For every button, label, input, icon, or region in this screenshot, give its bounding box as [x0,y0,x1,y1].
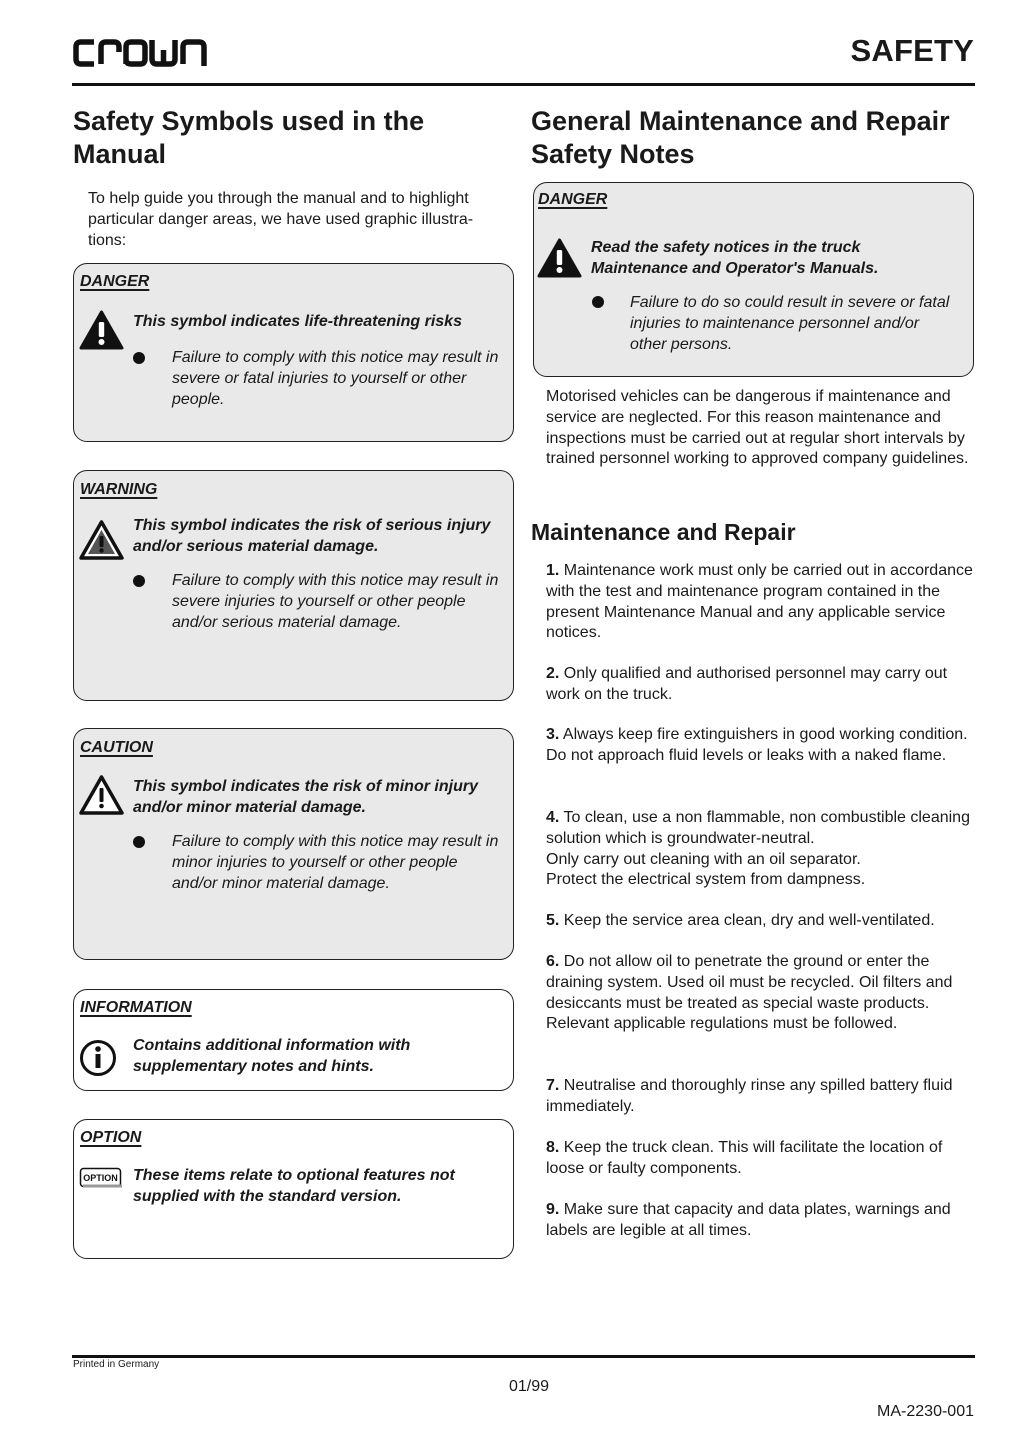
bullet-dot [133,352,145,364]
intro-paragraph: Motorised vehicles can be dangerous if maintenance and service are neglected. For this reason maintenance and inspections must be carried out at regular short intervals by trained personnel working to approved company guidelines. [546,388,969,468]
bullet-dot [133,575,145,587]
bullet-dot [592,296,604,308]
item-number: 7. [546,1077,560,1094]
box-label: INFORMATION [80,999,192,1016]
bullet-text: Failure to comply with this notice may result in minor injuries to yourself or other people and/or minor material damage. [172,833,499,892]
list-item [546,664,976,706]
option-badge-icon [79,1167,123,1189]
item-text: Only qualified and authorised personnel may carry out work on the truck. [546,665,948,703]
box-heading: Contains additional information with supplementary notes and hints. [133,1037,411,1075]
section-title: SAFETY [850,33,974,68]
box-label: DANGER [538,191,608,208]
item-text-line2: Only carry out cleaning with an oil separator. [546,850,861,868]
danger-warning-triangle-icon [537,237,582,279]
item-text: To clean, use a non flammable, non combustible cleaning solution which is groundwater-neutral. [546,809,970,847]
list-item [546,808,976,891]
subheading: Maintenance and Repair [531,519,796,545]
caution-triangle-icon [79,774,124,816]
item-number: 6. [546,953,560,970]
item-text: Neutralise and thoroughly rinse any spilled battery fluid immediately. [546,1077,953,1115]
maintenance-danger-box [533,182,974,377]
box-label: OPTION [80,1129,142,1146]
bullet-text: Failure to comply with this notice may result in severe or fatal injuries to yourself or other people. [172,349,499,408]
box-heading: This symbol indicates life-threatening risks [133,313,462,330]
box-heading: These items relate to optional features not supplied with the standard version. [133,1167,455,1205]
header-rule [72,83,975,86]
bullet-dot [133,836,145,848]
document-number: MA-2230-001 [877,1403,974,1420]
printed-note: Printed in Germany [73,1359,160,1370]
list-item [546,725,976,767]
box-heading: This symbol indicates the risk of serious injury and/or serious material damage. [133,517,491,555]
warning-box [73,470,514,701]
option-badge-text: OPTION [83,1173,118,1183]
item-text: Do not allow oil to penetrate the ground or enter the draining system. Used oil must be recycled. Oil filters and desiccants must be treated as special waste products. Relevant applicable regulations must be followed. [546,953,953,1033]
item-text: Maintenance work must only be carried out in accordance with the test and maintenance program contained in the present Maintenance Manual and any applicable service notices. [546,562,973,642]
left-intro: To help guide you through the manual and to highlight particular danger areas, we have used graphic illustra-tions: [88,190,474,249]
item-number: 3. [546,726,560,743]
box-label: DANGER [80,273,150,290]
item-number: 1. [546,562,560,579]
danger-warning-triangle-icon [79,309,124,351]
bullet-text: Failure to comply with this notice may result in severe injuries to yourself or other people and/or serious material damage. [172,572,499,631]
list-item [546,1138,976,1180]
warning-triangle-icon [79,519,124,561]
issue-date: 01/99 [509,1378,550,1395]
item-number: 5. [546,912,560,929]
item-text: Make sure that capacity and data plates, warnings and labels are legible at all times. [546,1201,951,1239]
footer-rule [72,1355,975,1358]
item-text: Keep the truck clean. This will facilitate the location of loose or faulty components. [546,1139,943,1177]
box-label: WARNING [80,481,158,498]
list-item [546,952,976,1035]
item-number: 8. [546,1139,560,1156]
item-number: 4. [546,809,560,826]
item-number: 9. [546,1201,560,1218]
list-item [546,1200,976,1242]
item-text: Always keep fire extinguishers in good working condition. Do not approach fluid levels or leaks with a naked flame. [546,726,968,764]
list-item [546,1076,976,1118]
box-heading: Read the safety notices in the truck Maintenance and Operator's Manuals. [591,239,879,277]
list-item [546,911,976,932]
crown-logo [72,36,210,70]
option-box [73,1119,514,1259]
item-text: Keep the service area clean, dry and well-ventilated. [563,912,935,929]
item-number: 2. [546,665,560,682]
left-heading: Safety Symbols used in the Manual [73,106,425,169]
danger-box [73,263,514,442]
box-heading: This symbol indicates the risk of minor injury and/or minor material damage. [133,778,478,816]
caution-box [73,728,514,960]
item-text-line3: Protect the electrical system from dampness. [546,871,866,889]
box-label: CAUTION [80,739,153,756]
information-box [73,989,514,1091]
bullet-text: Failure to do so could result in severe or fatal injuries to maintenance personnel and/or other persons. [630,294,950,353]
list-item [546,561,976,644]
right-heading: General Maintenance and Repair Safety Notes [531,106,950,169]
information-icon [79,1038,119,1078]
